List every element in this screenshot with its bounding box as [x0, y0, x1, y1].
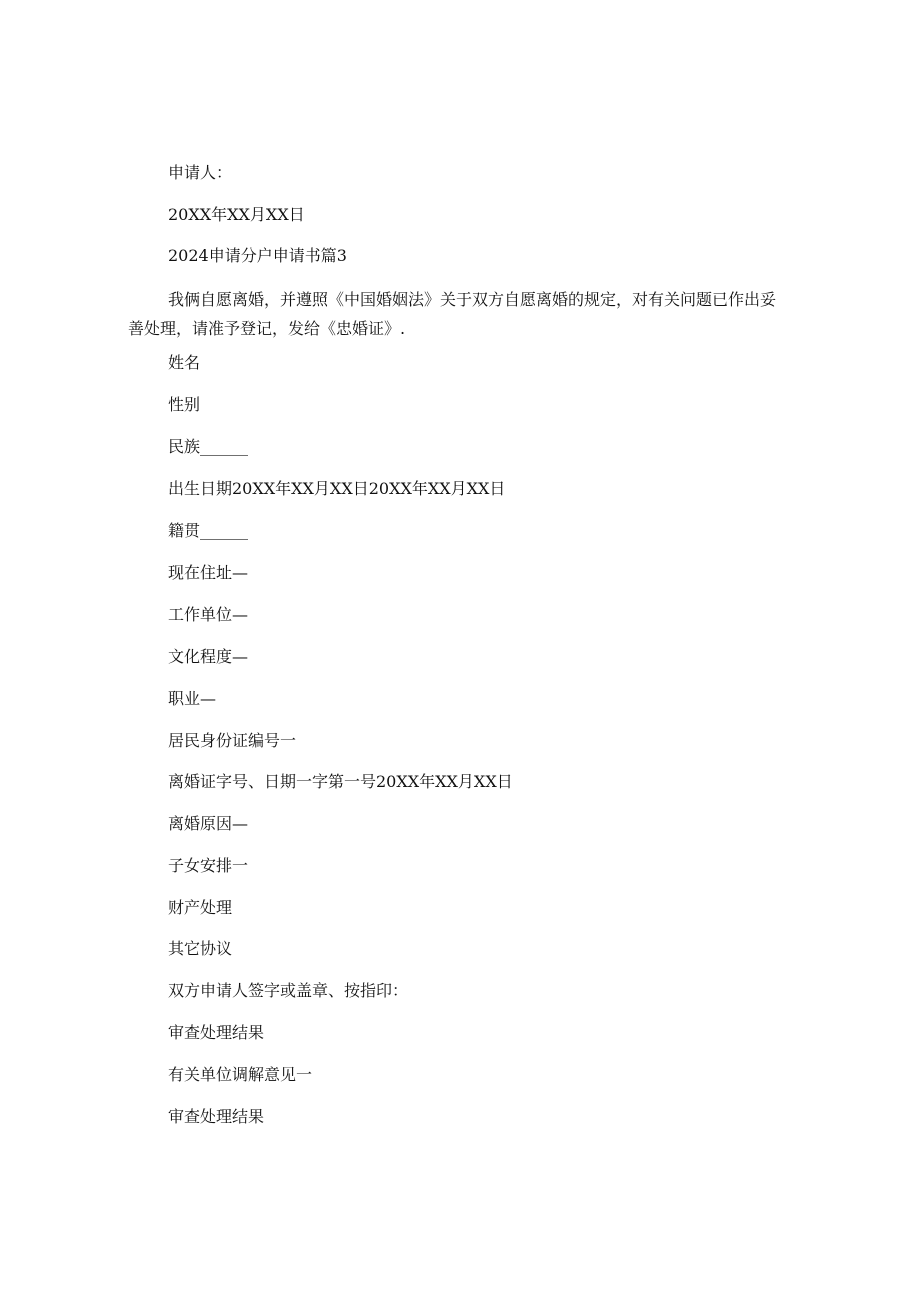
section-title: 2024申请分户申请书篇3: [168, 246, 347, 265]
intro-paragraph: 我俩自愿离婚，并遵照《中国婚姻法》关于双方自愿离婚的规定，对有关问题已作出妥善处理，请准予登记，发给《忠婚证》.: [128, 290, 777, 338]
field-occupation: 职业—: [168, 689, 217, 708]
field-education: 文化程度—: [168, 647, 249, 666]
field-id-number: 居民身份证编号一: [168, 731, 297, 750]
field-children-arrangement: 子女安排一: [168, 856, 249, 875]
field-current-address: 现在住址—: [168, 563, 249, 582]
field-name: 姓名: [168, 353, 201, 372]
field-review-result: 审查处理结果: [168, 1023, 265, 1042]
field-property-handling: 财产处理: [168, 898, 233, 917]
field-work-unit: 工作单位—: [168, 605, 249, 624]
field-signature: 双方申请人签字或盖章、按指印：: [168, 981, 409, 1000]
field-birth-date: 出生日期20XX年XX月XX日20XX年XX月XX日: [168, 479, 506, 498]
field-divorce-reason: 离婚原因—: [168, 814, 249, 833]
field-gender: 性别: [168, 395, 201, 414]
field-native-place: 籍贯______: [168, 521, 249, 540]
field-review-result-final: 审查处理结果: [168, 1107, 265, 1126]
applicant-label: 申请人：: [168, 163, 233, 182]
field-other-agreement: 其它协议: [168, 939, 233, 958]
field-mediation-opinion: 有关单位调解意见一: [168, 1065, 313, 1084]
document-date: 20XX年XX月XX日: [168, 205, 305, 224]
field-certificate-number: 离婚证字号、日期一字第一号20XX年XX月XX日: [168, 772, 513, 791]
field-ethnicity: 民族______: [168, 437, 249, 456]
